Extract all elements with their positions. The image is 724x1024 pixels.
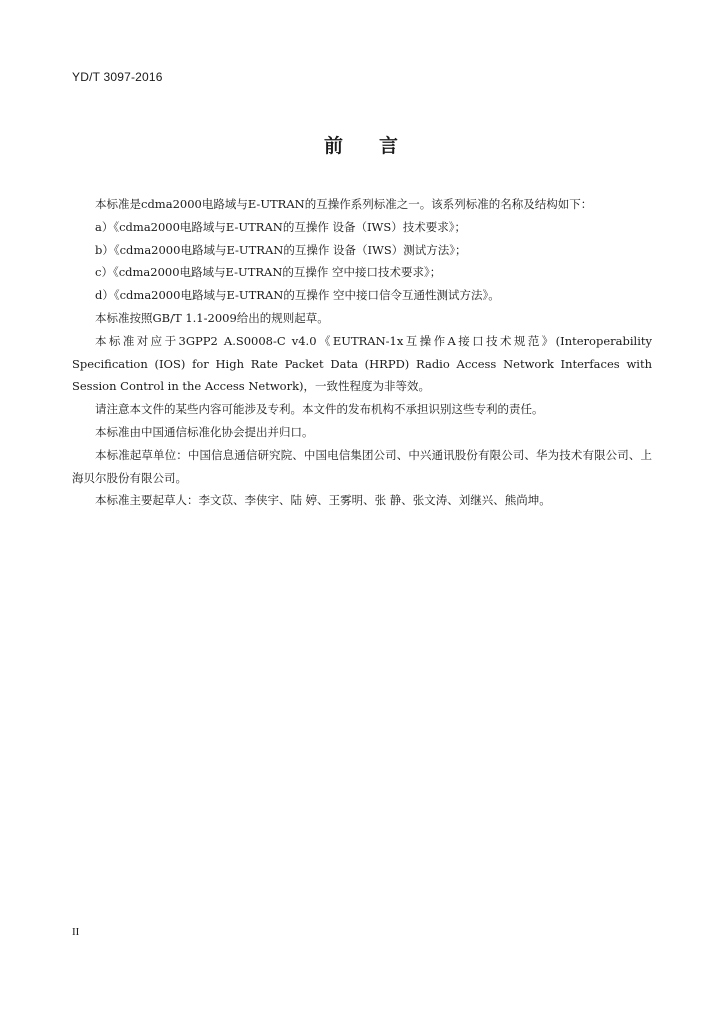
drafters-paragraph: 本标准主要起草人：李文苡、李侠宇、陆 婷、王雾明、张 静、张文涛、刘继兴、熊尚坤。 bbox=[95, 493, 551, 508]
proposer-paragraph: 本标准由中国通信标准化协会提出并归口。 bbox=[95, 424, 314, 439]
series-list-item-c: c）《cdma2000电路域与E-UTRAN的互操作 空中接口技术要求》； bbox=[95, 265, 442, 280]
standard-code: YD/T 3097-2016 bbox=[72, 70, 163, 84]
series-list-item-a: a）《cdma2000电路域与E-UTRAN的互操作 设备（IWS）技术要求》； bbox=[95, 219, 466, 234]
page-title bbox=[0, 131, 724, 158]
page-number: II bbox=[72, 926, 80, 938]
patent-notice-paragraph: 请注意本文件的某些内容可能涉及专利。本文件的发布机构不承担识别这些专利的责任。 bbox=[95, 402, 544, 417]
page-title-char-2: 言 bbox=[379, 135, 401, 157]
page-title-char-1: 前 bbox=[323, 135, 345, 157]
series-list-item-d: d）《cdma2000电路域与E-UTRAN的互操作 空中接口信令互通性测试方法》。 bbox=[95, 288, 500, 303]
correspondence-paragraph: 本标准对应于3GPP2 A.S0008-C v4.0《EUTRAN-1x互操作A接口技术规范》(Interoperability Specification (IOS) for High Rate Packet Data (HRPD) Radio Access Network Interfaces with Session Control in the Access Network)，一致性程度为非等效。 bbox=[72, 333, 652, 394]
foreword-body bbox=[72, 193, 652, 512]
intro-paragraph: 本标准是cdma2000电路域与E-UTRAN的互操作系列标准之一。该系列标准的名称及结构如下： bbox=[95, 197, 593, 211]
drafting-rules-paragraph: 本标准按照GB/T 1.1-2009给出的规则起草。 bbox=[95, 310, 329, 325]
series-list-item-b: b）《cdma2000电路域与E-UTRAN的互操作 设备（IWS）测试方法》； bbox=[95, 242, 467, 257]
drafting-units-paragraph: 本标准起草单位：中国信息通信研究院、中国电信集团公司、中兴通讯股份有限公司、华为技术有限公司、上海贝尔股份有限公司。 bbox=[72, 447, 652, 485]
